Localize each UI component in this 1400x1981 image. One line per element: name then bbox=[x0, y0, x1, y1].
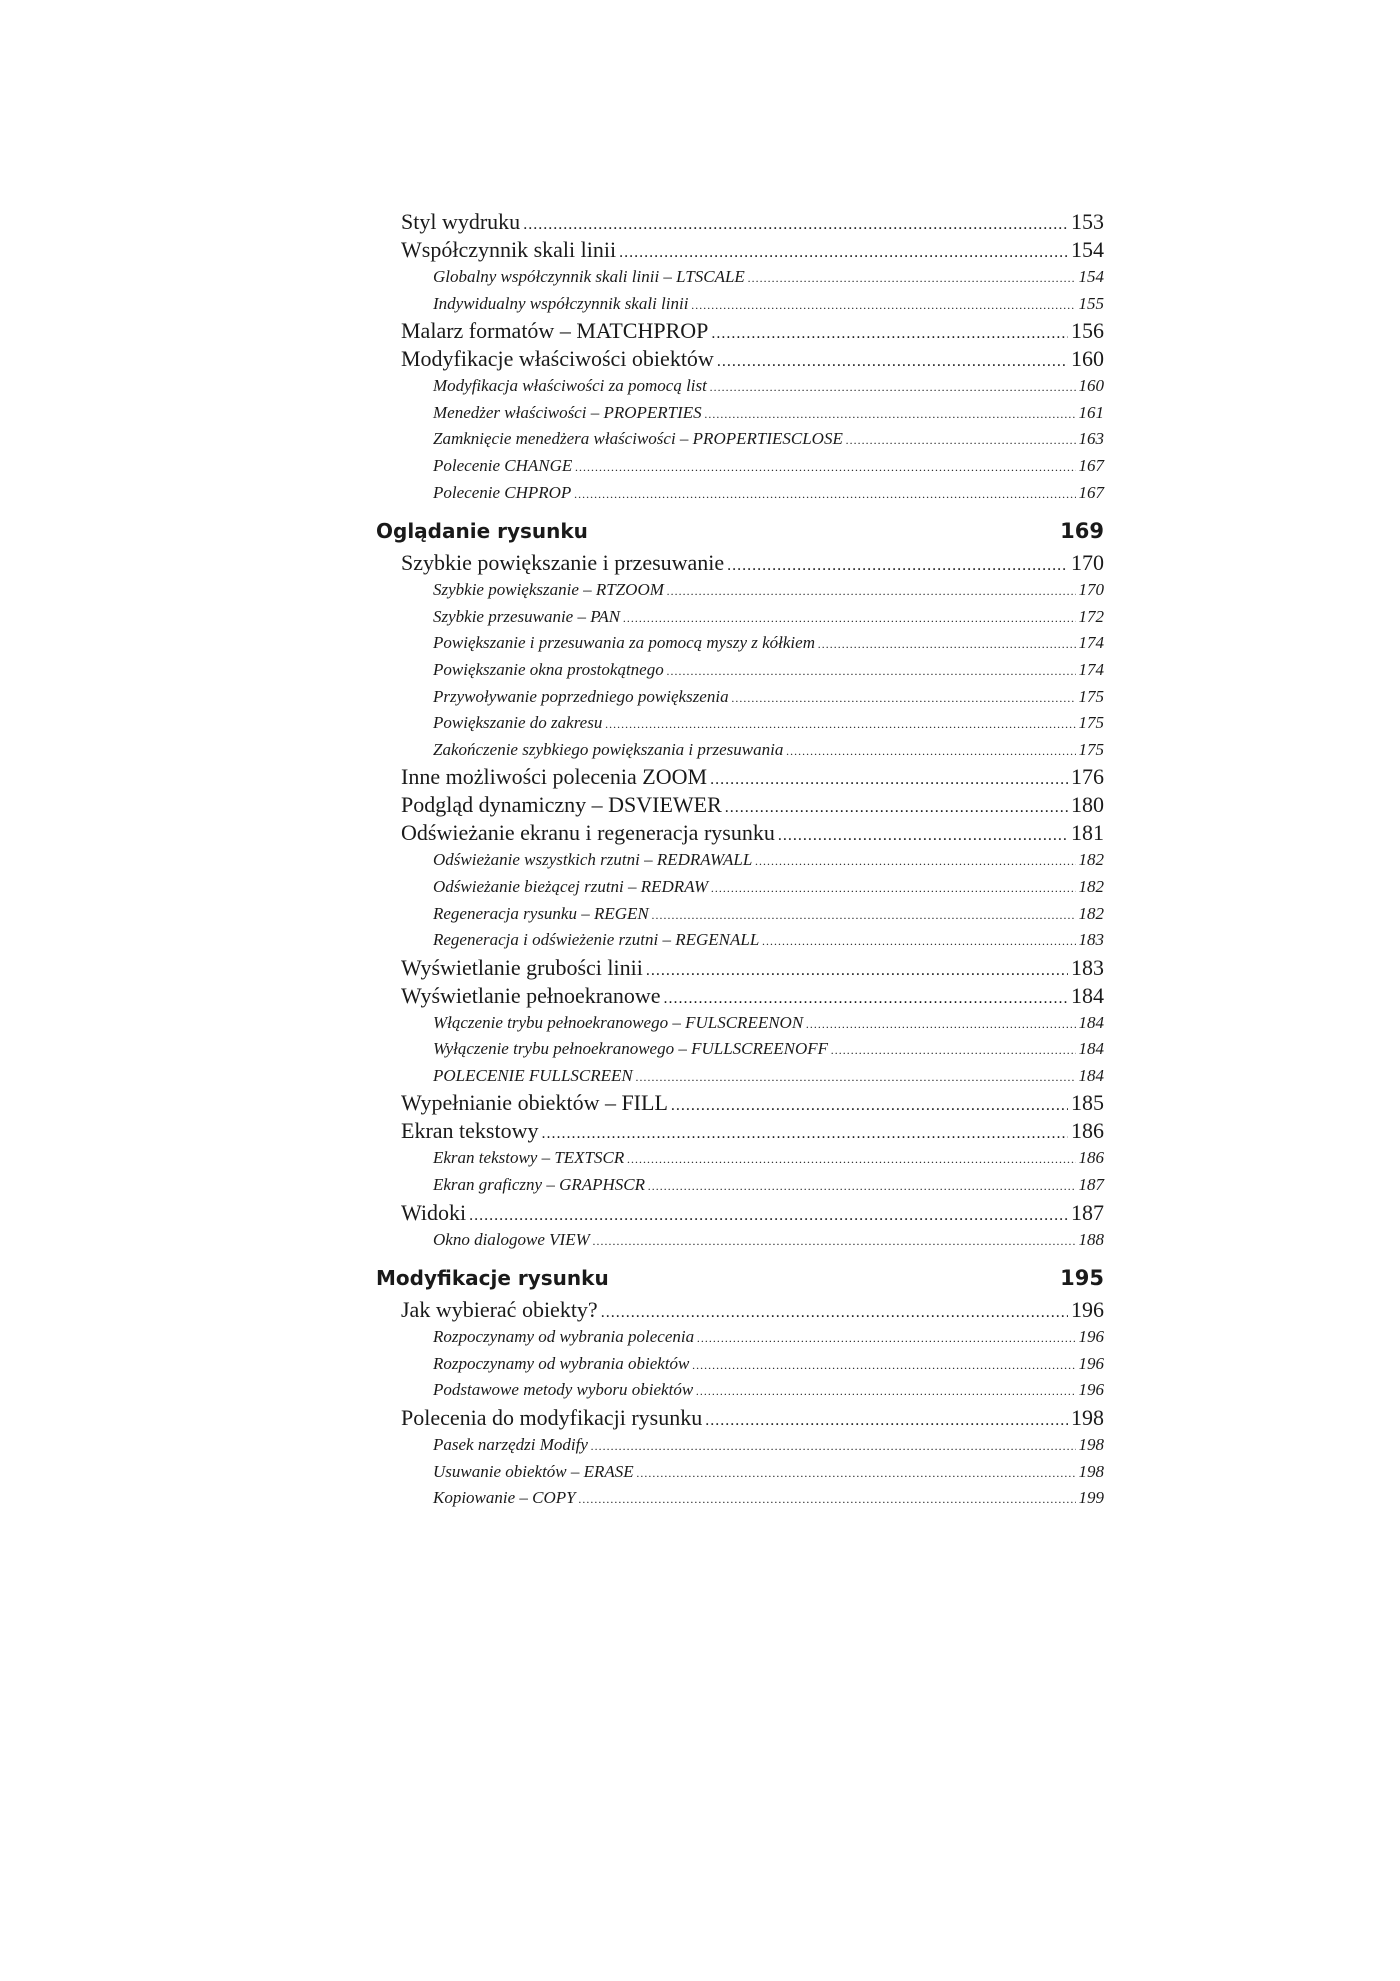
entry-title: Polecenia do modyfikacji rysunku bbox=[401, 1405, 703, 1431]
toc-subsection-entry bbox=[376, 1459, 1104, 1486]
dot-leader bbox=[762, 927, 1075, 955]
toc-section-entry bbox=[376, 1296, 1104, 1324]
dot-leader bbox=[601, 1296, 1068, 1327]
toc-subsection-entry bbox=[376, 684, 1104, 711]
entry-title: Ekran graficzny – GRAPHSCR bbox=[433, 1175, 645, 1195]
toc-section-entry bbox=[376, 208, 1104, 236]
dot-leader bbox=[627, 1145, 1075, 1173]
toc-subsection-entry bbox=[376, 400, 1104, 427]
entry-page-number: 181 bbox=[1071, 820, 1104, 846]
entry-page-number: 154 bbox=[1071, 237, 1104, 262]
entry-title: Regeneracja i odświeżenie rzutni – REGENALL bbox=[433, 930, 760, 950]
entry-title: Współczynnik skali linii bbox=[401, 237, 617, 262]
toc-subsection-entry bbox=[376, 1227, 1104, 1254]
entry-title: Powiększanie i przesuwania za pomocą myszy z kółkiem bbox=[433, 633, 815, 653]
entry-title: Wyłączenie trybu pełnoekranowego – FULLSCREENOFF bbox=[433, 1039, 829, 1059]
dot-leader bbox=[755, 847, 1075, 875]
dot-leader bbox=[710, 373, 1076, 401]
toc-subsection-entry bbox=[376, 737, 1104, 764]
entry-page-number: 198 bbox=[1071, 1405, 1104, 1431]
chapter-title: Modyfikacje rysunku bbox=[376, 1266, 609, 1291]
dot-leader bbox=[778, 819, 1068, 850]
toc-subsection-entry bbox=[376, 657, 1104, 684]
entry-title: Powiększanie okna prostokątnego bbox=[433, 659, 664, 679]
dot-leader bbox=[574, 480, 1075, 508]
entry-page-number: 175 bbox=[1078, 686, 1104, 706]
toc-subsection-entry bbox=[376, 1351, 1104, 1378]
toc-subsection-entry bbox=[376, 1010, 1104, 1037]
entry-page-number: 182 bbox=[1078, 876, 1104, 896]
toc-section-entry bbox=[376, 1199, 1104, 1227]
entry-page-number: 186 bbox=[1078, 1148, 1104, 1168]
dot-leader bbox=[831, 1036, 1075, 1064]
entry-page-number: 187 bbox=[1078, 1175, 1104, 1195]
entry-title: Szybkie powiększanie – RTZOOM bbox=[433, 580, 664, 600]
entry-page-number: 170 bbox=[1071, 550, 1104, 576]
toc-subsection-entry bbox=[376, 874, 1104, 901]
dot-leader bbox=[725, 791, 1068, 822]
dot-leader bbox=[664, 982, 1068, 1013]
toc-subsection-entry bbox=[376, 630, 1104, 657]
dot-leader bbox=[786, 737, 1075, 765]
entry-title: Podstawowe metody wyboru obiektów bbox=[433, 1380, 694, 1400]
toc-subsection-entry bbox=[376, 847, 1104, 874]
entry-page-number: 198 bbox=[1078, 1435, 1104, 1455]
entry-page-number: 183 bbox=[1071, 954, 1104, 980]
toc-subsection-entry bbox=[376, 480, 1104, 507]
dot-leader bbox=[593, 1227, 1076, 1255]
entry-title: Szybkie powiększanie i przesuwanie bbox=[401, 550, 725, 576]
entry-title: Zakończenie szybkiego powiększania i przesuwania bbox=[433, 739, 784, 759]
entry-page-number: 182 bbox=[1078, 850, 1104, 870]
dot-leader bbox=[691, 291, 1075, 319]
entry-page-number: 186 bbox=[1071, 1118, 1104, 1144]
dot-leader bbox=[541, 1117, 1068, 1148]
toc-subsection-entry bbox=[376, 1036, 1104, 1063]
chapter-heading bbox=[376, 516, 1104, 546]
entry-title: Odświeżanie bieżącej rzutni – REDRAW bbox=[433, 876, 709, 896]
toc-subsection-entry bbox=[376, 1485, 1104, 1512]
entry-title: Usuwanie obiektów – ERASE bbox=[433, 1461, 634, 1481]
toc-subsection-entry bbox=[376, 1432, 1104, 1459]
entry-page-number: 183 bbox=[1078, 930, 1104, 950]
entry-page-number: 167 bbox=[1078, 455, 1104, 475]
dot-leader bbox=[696, 1377, 1075, 1405]
dot-leader bbox=[806, 1010, 1075, 1038]
dot-leader bbox=[671, 1089, 1068, 1120]
entry-page-number: 196 bbox=[1078, 1380, 1104, 1400]
toc-subsection-entry bbox=[376, 901, 1104, 928]
toc-section-entry bbox=[376, 1404, 1104, 1432]
entry-title: Inne możliwości polecenia ZOOM bbox=[401, 764, 708, 790]
toc-subsection-entry bbox=[376, 1145, 1104, 1172]
toc-section-entry bbox=[376, 819, 1104, 847]
entry-title: Modyfikacja właściwości za pomocą list bbox=[433, 376, 707, 396]
entry-title: POLECENIE FULLSCREEN bbox=[433, 1065, 633, 1085]
toc-subsection-entry bbox=[376, 426, 1104, 453]
dot-leader bbox=[818, 630, 1076, 658]
table-of-contents bbox=[376, 208, 1104, 1512]
toc-subsection-entry bbox=[376, 1324, 1104, 1351]
entry-title: Wyświetlanie grubości linii bbox=[401, 954, 643, 980]
entry-title: Podgląd dynamiczny – DSVIEWER bbox=[401, 792, 722, 818]
toc-section-entry bbox=[376, 954, 1104, 982]
entry-title: Szybkie przesuwanie – PAN bbox=[433, 606, 621, 626]
entry-page-number: 174 bbox=[1078, 659, 1104, 679]
entry-title: Włączenie trybu pełnoekranowego – FULSCREENON bbox=[433, 1012, 804, 1032]
entry-title: Rozpoczynamy od wybrania obiektów bbox=[433, 1353, 690, 1373]
entry-title: Rozpoczynamy od wybrania polecenia bbox=[433, 1327, 695, 1347]
toc-subsection-entry bbox=[376, 604, 1104, 631]
dot-leader bbox=[727, 549, 1068, 580]
entry-title: Przywoływanie poprzedniego powiększenia bbox=[433, 686, 729, 706]
dot-leader bbox=[705, 400, 1076, 428]
dot-leader bbox=[711, 317, 1068, 348]
dot-leader bbox=[575, 453, 1075, 481]
entry-title: Odświeżanie ekranu i regeneracja rysunku bbox=[401, 820, 775, 846]
dot-leader bbox=[732, 684, 1076, 712]
entry-page-number: 153 bbox=[1071, 209, 1104, 234]
entry-title: Styl wydruku bbox=[401, 209, 521, 234]
dot-leader bbox=[591, 1432, 1076, 1460]
toc-section-entry bbox=[376, 763, 1104, 791]
dot-leader bbox=[711, 874, 1075, 902]
dot-leader bbox=[648, 1172, 1076, 1200]
entry-page-number: 175 bbox=[1078, 713, 1104, 733]
dot-leader bbox=[692, 1351, 1075, 1379]
entry-page-number: 196 bbox=[1078, 1353, 1104, 1373]
dot-leader bbox=[667, 657, 1076, 685]
entry-page-number: 170 bbox=[1078, 580, 1104, 600]
chapter-heading bbox=[376, 1263, 1104, 1293]
toc-subsection-entry bbox=[376, 264, 1104, 291]
entry-page-number: 184 bbox=[1078, 1012, 1104, 1032]
toc-section-entry bbox=[376, 317, 1104, 345]
entry-title: Wypełnianie obiektów – FILL bbox=[401, 1090, 668, 1116]
entry-title: Ekran tekstowy – TEXTSCR bbox=[433, 1148, 625, 1168]
dot-leader bbox=[667, 577, 1076, 605]
dot-leader bbox=[846, 426, 1076, 454]
entry-title: Indywidualny współczynnik skali linii bbox=[433, 293, 689, 313]
chapter-title: Oglądanie rysunku bbox=[376, 519, 588, 544]
toc-subsection-entry bbox=[376, 1377, 1104, 1404]
toc-section-entry bbox=[376, 791, 1104, 819]
entry-page-number: 185 bbox=[1071, 1090, 1104, 1116]
entry-page-number: 163 bbox=[1078, 429, 1104, 449]
entry-title: Okno dialogowe VIEW bbox=[433, 1229, 590, 1249]
entry-page-number: 188 bbox=[1078, 1229, 1104, 1249]
toc-subsection-entry bbox=[376, 1063, 1104, 1090]
entry-title: Modyfikacje właściwości obiektów bbox=[401, 346, 714, 372]
dot-leader bbox=[652, 901, 1076, 929]
entry-page-number: 196 bbox=[1071, 1297, 1104, 1323]
entry-title: Menedżer właściwości – PROPERTIES bbox=[433, 402, 702, 422]
toc-subsection-entry bbox=[376, 710, 1104, 737]
entry-page-number: 156 bbox=[1071, 318, 1104, 344]
entry-title: Globalny współczynnik skali linii – LTSCALE bbox=[433, 267, 745, 286]
toc-subsection-entry bbox=[376, 1172, 1104, 1199]
toc-subsection-entry bbox=[376, 927, 1104, 954]
toc-subsection-entry bbox=[376, 373, 1104, 400]
dot-leader bbox=[469, 1199, 1068, 1230]
entry-page-number: 175 bbox=[1078, 739, 1104, 759]
entry-page-number: 160 bbox=[1078, 376, 1104, 396]
dot-leader bbox=[523, 208, 1068, 239]
chapter-page-number: 169 bbox=[1060, 519, 1104, 544]
entry-title: Polecenie CHANGE bbox=[433, 455, 573, 475]
dot-leader bbox=[605, 710, 1075, 738]
chapter-page-number: 195 bbox=[1060, 1266, 1104, 1291]
dot-leader bbox=[697, 1324, 1075, 1352]
entry-page-number: 198 bbox=[1078, 1461, 1104, 1481]
entry-page-number: 187 bbox=[1071, 1199, 1104, 1225]
toc-section-entry bbox=[376, 1117, 1104, 1145]
entry-page-number: 167 bbox=[1078, 482, 1104, 502]
entry-title: Widoki bbox=[401, 1199, 467, 1225]
entry-page-number: 199 bbox=[1078, 1488, 1104, 1508]
entry-page-number: 182 bbox=[1078, 903, 1104, 923]
entry-page-number: 161 bbox=[1078, 402, 1104, 422]
entry-page-number: 172 bbox=[1078, 606, 1104, 626]
toc-section-entry bbox=[376, 236, 1104, 264]
entry-title: Odświeżanie wszystkich rzutni – REDRAWALL bbox=[433, 850, 753, 870]
toc-section-entry bbox=[376, 1089, 1104, 1117]
entry-title: Regeneracja rysunku – REGEN bbox=[433, 903, 649, 923]
entry-page-number: 180 bbox=[1071, 792, 1104, 818]
entry-title: Ekran tekstowy bbox=[401, 1118, 539, 1144]
entry-page-number: 184 bbox=[1071, 982, 1104, 1008]
entry-title: Zamknięcie menedżera właściwości – PROPERTIESCLOSE bbox=[433, 429, 843, 449]
toc-section-entry bbox=[376, 982, 1104, 1010]
dot-leader bbox=[619, 236, 1068, 267]
entry-page-number: 155 bbox=[1078, 293, 1104, 313]
dot-leader bbox=[705, 1404, 1068, 1435]
dot-leader bbox=[637, 1459, 1076, 1487]
entry-page-number: 160 bbox=[1071, 346, 1104, 372]
entry-title: Pasek narzędzi Modify bbox=[433, 1435, 588, 1455]
dot-leader bbox=[623, 604, 1075, 632]
entry-page-number: 176 bbox=[1071, 764, 1104, 790]
dot-leader bbox=[717, 345, 1068, 376]
entry-title: Kopiowanie – COPY bbox=[433, 1488, 576, 1508]
toc-subsection-entry bbox=[376, 291, 1104, 318]
entry-title: Wyświetlanie pełnoekranowe bbox=[401, 982, 661, 1008]
entry-title: Malarz formatów – MATCHPROP bbox=[401, 318, 709, 344]
dot-leader bbox=[646, 954, 1068, 985]
entry-title: Jak wybierać obiekty? bbox=[401, 1297, 598, 1323]
entry-title: Polecenie CHPROP bbox=[433, 482, 572, 502]
entry-page-number: 184 bbox=[1078, 1039, 1104, 1059]
entry-page-number: 174 bbox=[1078, 633, 1104, 653]
dot-leader bbox=[710, 763, 1068, 794]
toc-subsection-entry bbox=[376, 577, 1104, 604]
entry-page-number: 154 bbox=[1078, 267, 1104, 286]
toc-section-entry bbox=[376, 345, 1104, 373]
dot-leader bbox=[748, 264, 1076, 292]
entry-title: Powiększanie do zakresu bbox=[433, 713, 603, 733]
dot-leader bbox=[636, 1063, 1076, 1091]
entry-page-number: 196 bbox=[1078, 1327, 1104, 1347]
toc-subsection-entry bbox=[376, 453, 1104, 480]
dot-leader bbox=[579, 1485, 1076, 1513]
entry-page-number: 184 bbox=[1078, 1065, 1104, 1085]
toc-section-entry bbox=[376, 549, 1104, 577]
